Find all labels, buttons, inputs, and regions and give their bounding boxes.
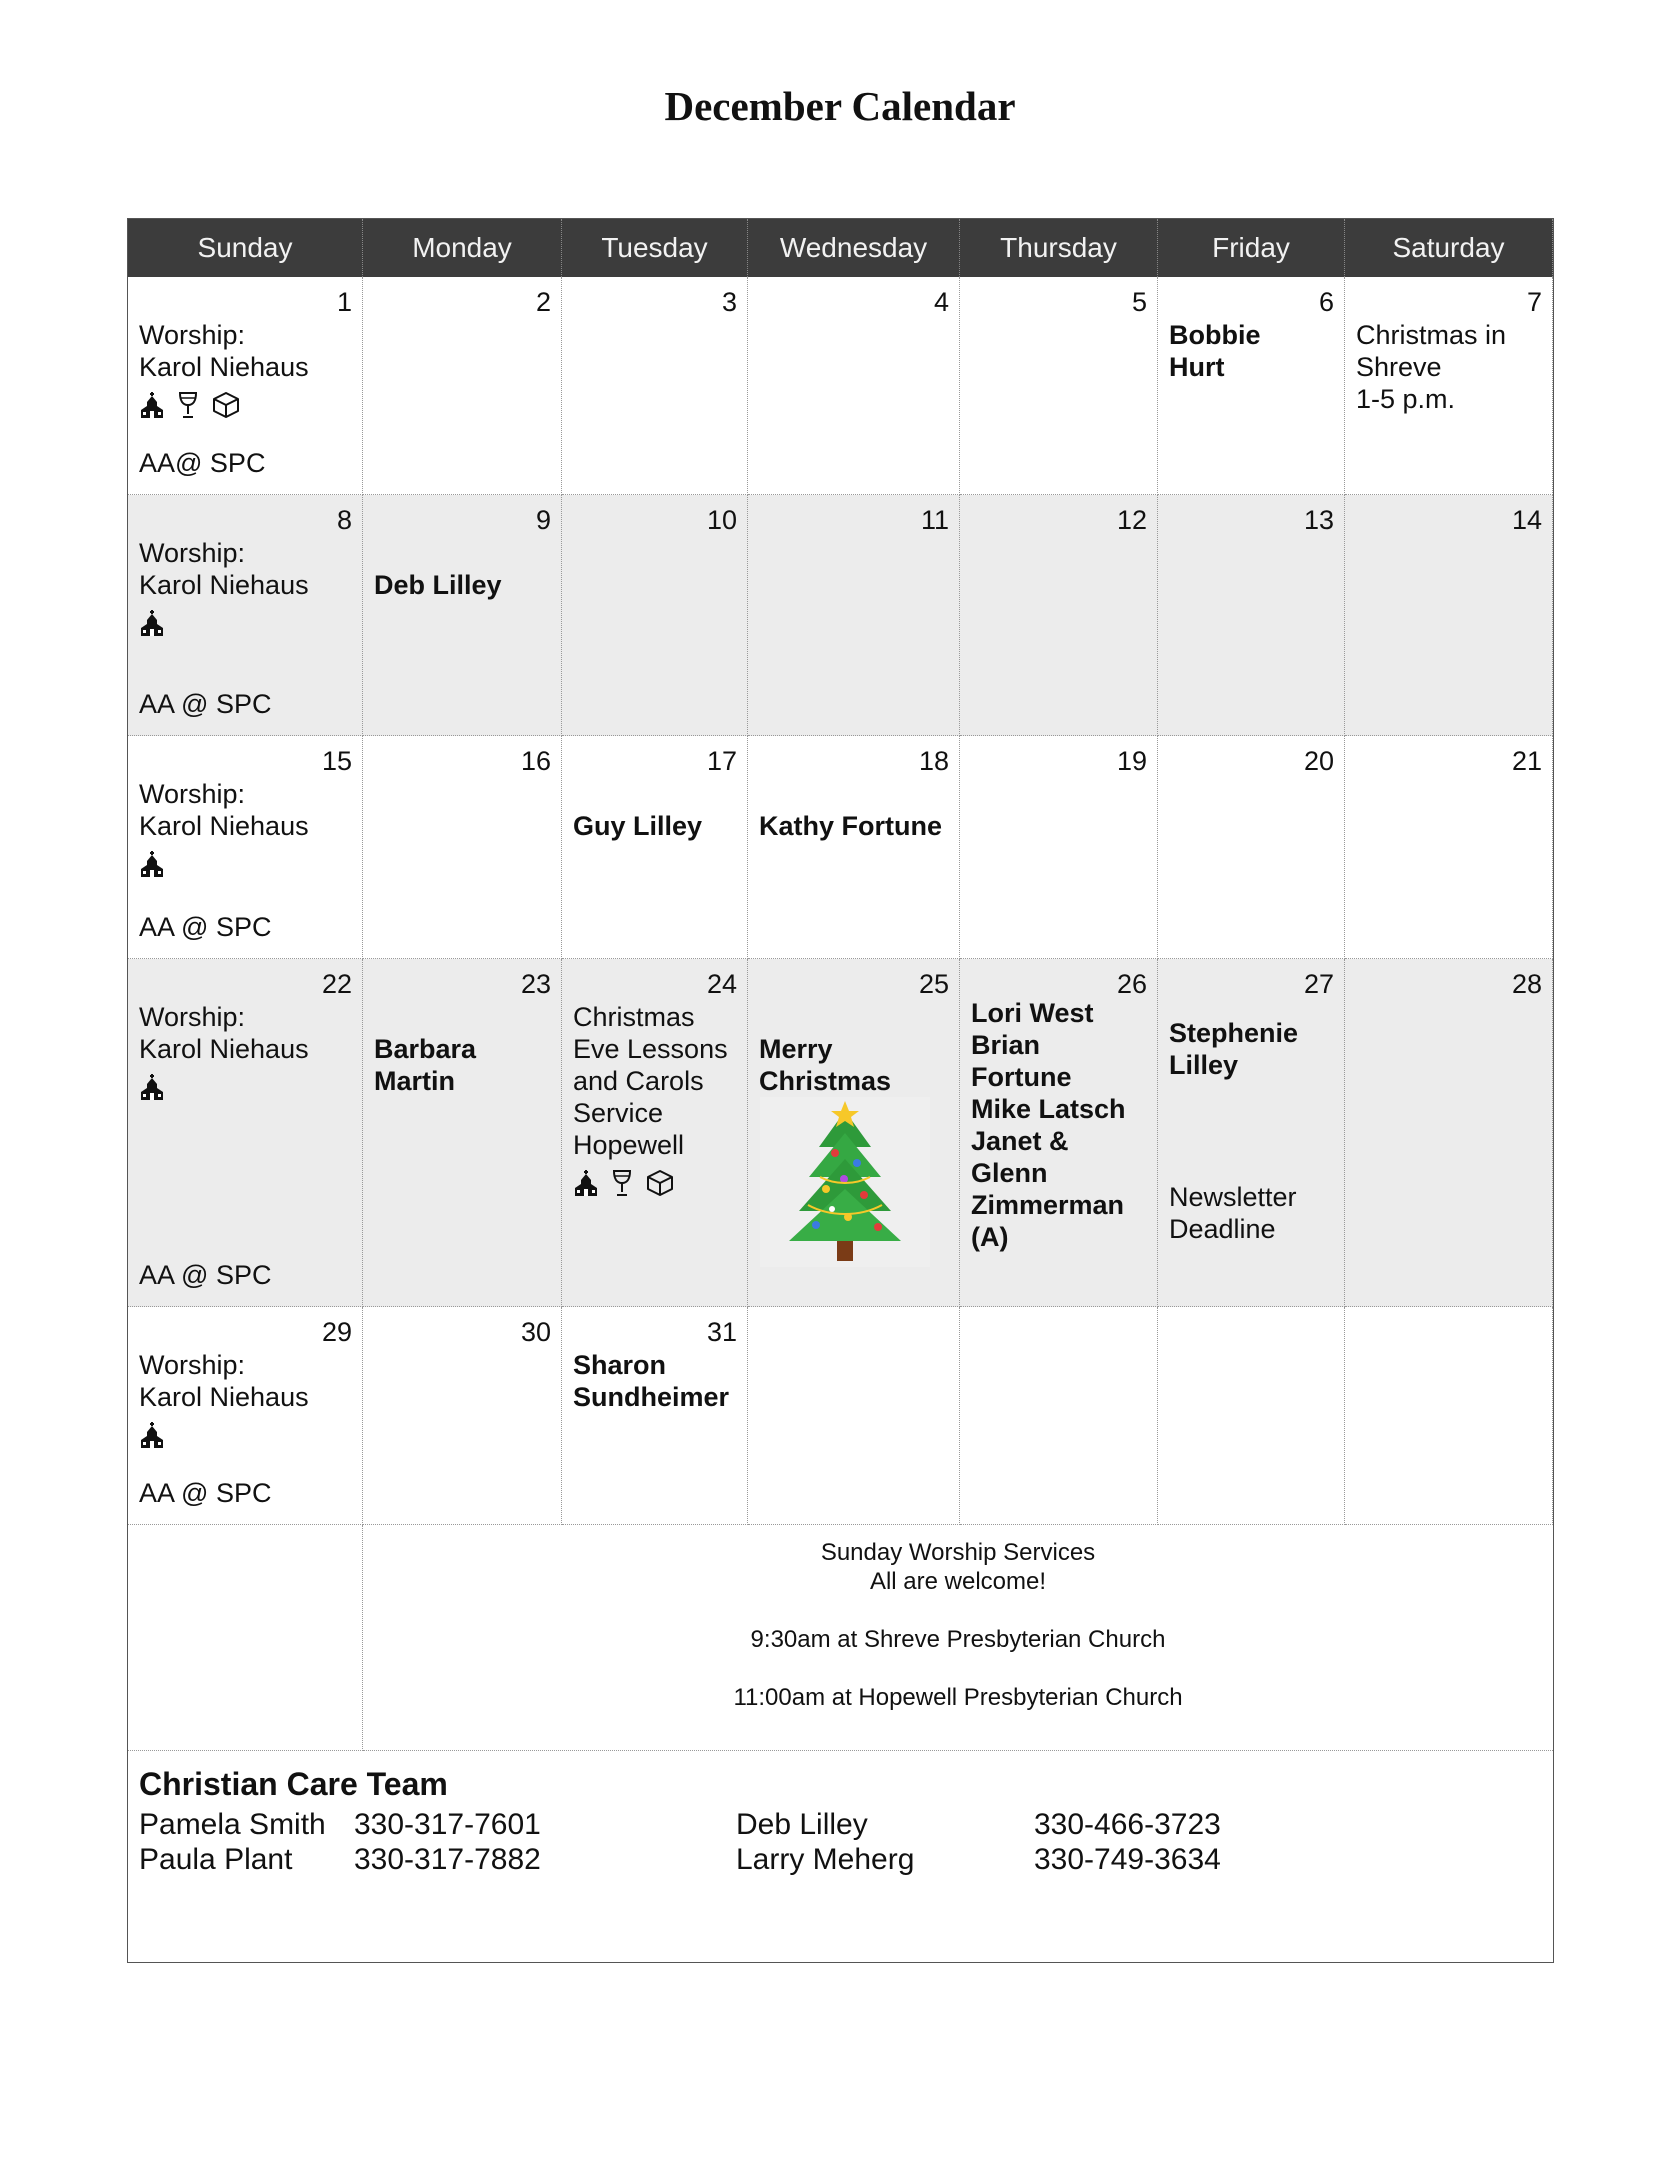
event-name: Kathy Fortune	[759, 811, 943, 841]
day-cell	[748, 495, 960, 736]
day-cell	[1158, 736, 1345, 959]
event-text: Service	[573, 1098, 664, 1128]
event-text: Eve Lessons	[573, 1034, 728, 1064]
event-name: Glenn	[971, 1158, 1048, 1188]
day-cell	[562, 495, 748, 736]
weekday-header: Tuesday	[562, 219, 748, 277]
event-name: Hurt	[1169, 352, 1225, 382]
care-member-phone: 330-466-3723	[1034, 1808, 1221, 1841]
day-number: 17	[706, 746, 737, 776]
day-cell	[128, 959, 363, 1307]
day-cell	[1158, 495, 1345, 736]
event-text: 1-5 p.m.	[1356, 384, 1456, 414]
event-name: Janet &	[971, 1126, 1069, 1156]
worship-icons	[139, 609, 165, 637]
care-member-name: Deb Lilley	[736, 1808, 868, 1841]
event-text: Karol Niehaus	[139, 352, 309, 382]
day-number: 23	[520, 969, 551, 999]
day-cell	[748, 959, 960, 1307]
day-number: 15	[321, 746, 352, 776]
services-heading: Sunday Worship Services	[820, 1539, 1096, 1566]
aa-meeting-note: AA @ SPC	[139, 1260, 272, 1290]
event-name: Sundheimer	[573, 1382, 730, 1412]
day-number: 20	[1303, 746, 1334, 776]
weekday-header: Monday	[363, 219, 562, 277]
deadline-note: Deadline	[1169, 1214, 1276, 1244]
day-number: 31	[706, 1317, 737, 1347]
day-cell	[363, 959, 562, 1307]
day-number: 12	[1116, 505, 1147, 535]
day-number: 24	[706, 969, 737, 999]
church-icon	[139, 1073, 165, 1101]
care-member-phone: 330-317-7882	[354, 1843, 541, 1876]
church-icon	[139, 391, 165, 419]
day-cell	[1345, 1307, 1553, 1525]
event-name: Mike Latsch	[971, 1094, 1126, 1124]
aa-meeting-note: AA@ SPC	[139, 448, 266, 478]
day-number: 28	[1511, 969, 1542, 999]
day-cell	[960, 736, 1158, 959]
day-number: 26	[1116, 969, 1147, 999]
christmas-tree-icon	[760, 1097, 930, 1272]
day-cell	[1345, 495, 1553, 736]
bread-icon	[645, 1169, 675, 1197]
church-icon	[139, 609, 165, 637]
calendar-grid	[127, 218, 1554, 1963]
day-number: 16	[520, 746, 551, 776]
aa-meeting-note: AA @ SPC	[139, 1478, 272, 1508]
event-name: Guy Lilley	[573, 811, 703, 841]
day-cell	[562, 277, 748, 495]
day-number: 21	[1511, 746, 1542, 776]
bread-icon	[211, 391, 241, 419]
church-icon	[139, 850, 165, 878]
day-number: 7	[1526, 287, 1542, 317]
day-cell	[562, 959, 748, 1307]
day-number: 30	[520, 1317, 551, 1347]
worship-icons	[573, 1169, 675, 1197]
event-name: Bobbie	[1169, 320, 1261, 350]
day-cell	[960, 1307, 1158, 1525]
event-name: Deb Lilley	[374, 570, 502, 600]
services-left-spacer	[128, 1525, 363, 1751]
day-number: 8	[336, 505, 352, 535]
chalice-icon	[611, 1169, 633, 1197]
event-name: Barbara	[374, 1034, 477, 1064]
day-cell	[960, 277, 1158, 495]
day-cell	[1345, 736, 1553, 959]
aa-meeting-note: AA @ SPC	[139, 689, 272, 719]
day-cell	[363, 736, 562, 959]
day-cell	[960, 495, 1158, 736]
chalice-icon	[177, 391, 199, 419]
day-number: 1	[336, 287, 352, 317]
day-number: 6	[1318, 287, 1334, 317]
day-number: 5	[1131, 287, 1147, 317]
event-name: Fortune	[971, 1062, 1072, 1092]
day-number: 19	[1116, 746, 1147, 776]
day-cell	[748, 736, 960, 959]
day-cell	[1345, 277, 1553, 495]
event-text: Christmas	[573, 1002, 695, 1032]
day-cell	[128, 277, 363, 495]
day-number: 10	[706, 505, 737, 535]
worship-icons	[139, 850, 165, 878]
care-member-phone: 330-749-3634	[1034, 1843, 1221, 1876]
event-text: Karol Niehaus	[139, 1034, 309, 1064]
event-text: Karol Niehaus	[139, 570, 309, 600]
worship-icons	[139, 391, 241, 419]
day-number: 22	[321, 969, 352, 999]
day-number: 11	[920, 505, 949, 535]
day-cell	[562, 1307, 748, 1525]
event-name: Lilley	[1169, 1050, 1239, 1080]
page-title: December Calendar	[664, 83, 1016, 129]
event-text: Christmas in	[1356, 320, 1507, 350]
event-text: Karol Niehaus	[139, 1382, 309, 1412]
day-number: 29	[321, 1317, 352, 1347]
day-cell	[1345, 959, 1553, 1307]
event-name: Lori West	[971, 998, 1094, 1028]
event-name: (A)	[971, 1222, 1009, 1252]
event-name: Brian	[971, 1030, 1041, 1060]
day-number: 2	[535, 287, 551, 317]
day-cell	[363, 495, 562, 736]
event-name: Sharon	[573, 1350, 667, 1380]
day-cell	[363, 1307, 562, 1525]
event-name: Christmas	[759, 1066, 892, 1096]
care-team-title: Christian Care Team	[139, 1766, 448, 1802]
services-welcome: All are welcome!	[869, 1568, 1047, 1595]
weekday-header-row	[128, 219, 1553, 277]
event-text: Shreve	[1356, 352, 1442, 382]
day-cell	[748, 1307, 960, 1525]
care-member-phone: 330-317-7601	[354, 1808, 541, 1841]
event-text: Worship:	[139, 538, 246, 568]
day-cell	[562, 736, 748, 959]
day-cell	[363, 277, 562, 495]
church-icon	[139, 1421, 165, 1449]
event-text: Hopewell	[573, 1130, 685, 1160]
worship-services-box	[363, 1525, 1553, 1751]
event-text: Worship:	[139, 1350, 246, 1380]
worship-icons	[139, 1421, 165, 1449]
worship-icons	[139, 1073, 165, 1101]
day-number: 25	[918, 969, 949, 999]
event-text: Worship:	[139, 320, 246, 350]
day-cell	[128, 736, 363, 959]
day-number: 14	[1511, 505, 1542, 535]
services-hopewell-time: 11:00am at Hopewell Presbyterian Church	[733, 1684, 1183, 1711]
event-text: Worship:	[139, 1002, 246, 1032]
care-member-name: Paula Plant	[139, 1843, 293, 1876]
day-cell	[748, 277, 960, 495]
care-member-name: Larry Meherg	[736, 1843, 915, 1876]
event-text: Worship:	[139, 779, 246, 809]
weekday-header: Thursday	[960, 219, 1158, 277]
day-cell	[128, 495, 363, 736]
church-icon	[573, 1169, 599, 1197]
deadline-note: Newsletter	[1169, 1182, 1297, 1212]
services-shreve-time: 9:30am at Shreve Presbyterian Church	[750, 1626, 1166, 1653]
weekday-header: Saturday	[1345, 219, 1553, 277]
aa-meeting-note: AA @ SPC	[139, 912, 272, 942]
weekday-header: Friday	[1158, 219, 1345, 277]
day-cell	[1158, 959, 1345, 1307]
day-number: 4	[933, 287, 949, 317]
event-name: Merry	[759, 1034, 833, 1064]
care-member-name: Pamela Smith	[139, 1808, 326, 1841]
day-cell	[1158, 1307, 1345, 1525]
day-number: 27	[1303, 969, 1334, 999]
event-text: and Carols	[573, 1066, 704, 1096]
weekday-header: Wednesday	[748, 219, 960, 277]
day-cell	[960, 959, 1158, 1307]
day-number: 13	[1303, 505, 1334, 535]
day-cell	[1158, 277, 1345, 495]
day-number: 18	[918, 746, 949, 776]
event-text: Karol Niehaus	[139, 811, 309, 841]
event-name: Stephenie	[1169, 1018, 1299, 1048]
weekday-header: Sunday	[128, 219, 363, 277]
event-name: Zimmerman	[971, 1190, 1125, 1220]
day-number: 3	[721, 287, 737, 317]
day-number: 9	[535, 505, 551, 535]
day-cell	[128, 1307, 363, 1525]
event-name: Martin	[374, 1066, 455, 1096]
